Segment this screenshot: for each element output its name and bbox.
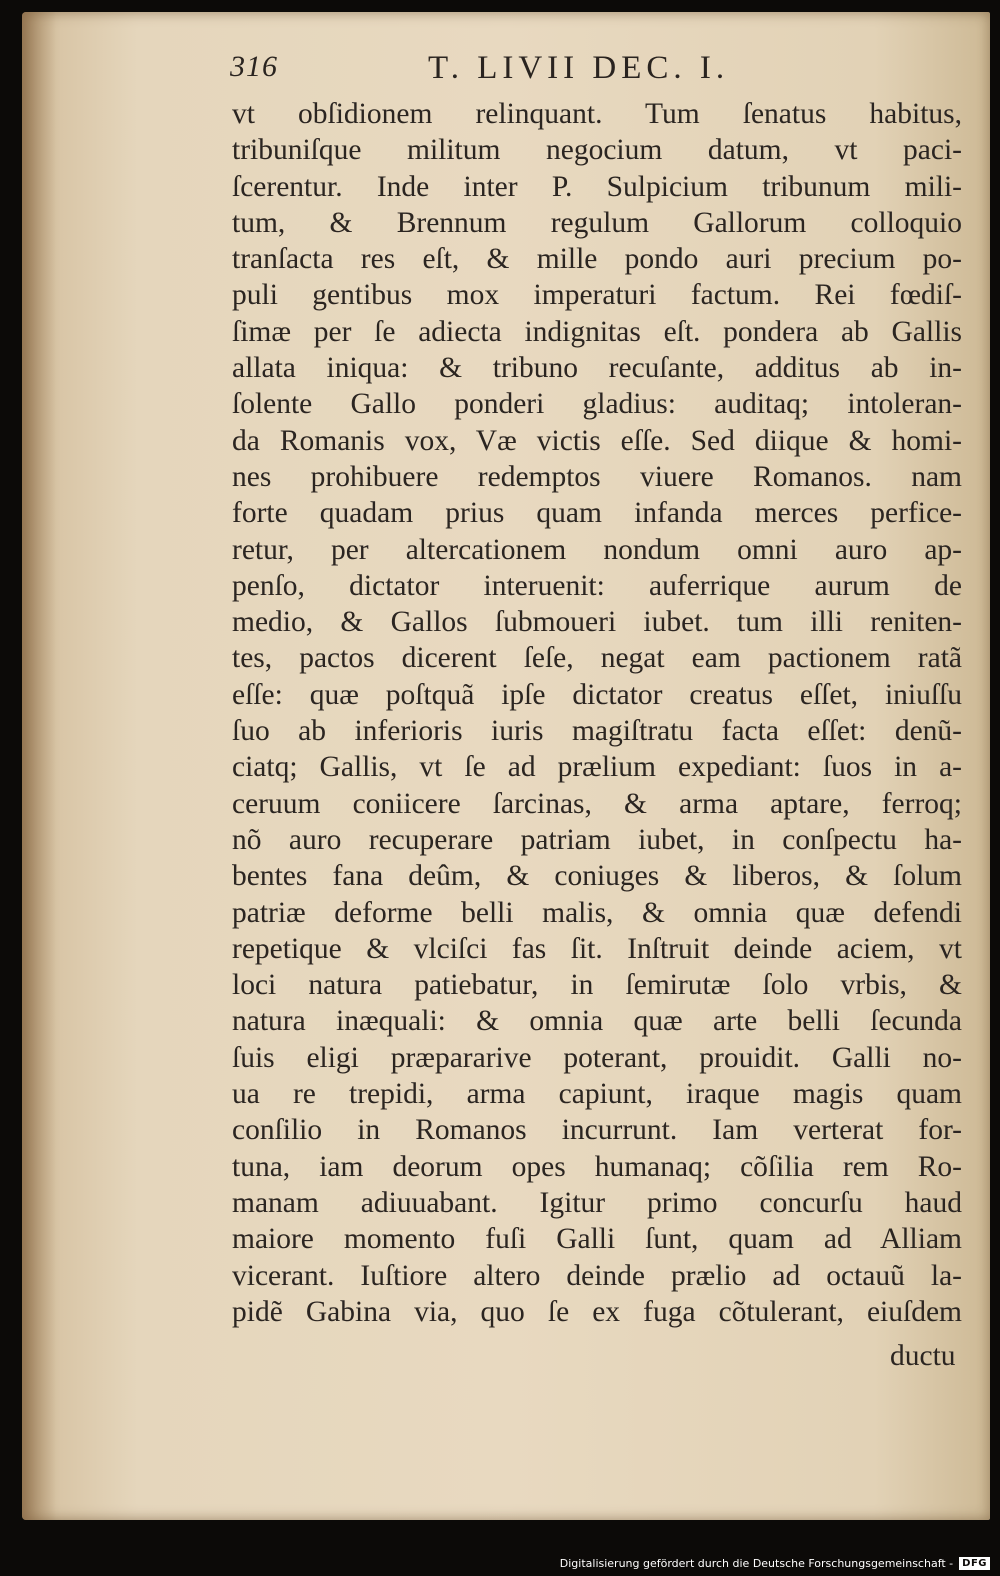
- text-line: tum, & Brennum regulum Gallorum colloquio: [232, 206, 962, 239]
- text-line: vicerant. Iuſtiore altero deinde prælio ad octauũ la-: [232, 1259, 962, 1292]
- text-line: loci natura patiebatur, in ſemirutæ ſolo vrbis, &: [232, 969, 962, 1002]
- text-line: conſilio in Romanos incurrunt. Iam verterat for-: [232, 1114, 962, 1147]
- running-title: T. LIVII DEC. I.: [428, 50, 730, 86]
- digitization-credit: [560, 1557, 990, 1570]
- text-line: natura inæquali: & omnia quæ arte belli ſecunda: [232, 1005, 962, 1038]
- text-line: medio, & Gallos ſubmoueri iubet. tum illi reniten-: [232, 606, 962, 639]
- text-line: ſuo ab inferioris iuris magiſtratu facta eſſet: denũ-: [232, 715, 962, 748]
- page-number: 316: [230, 50, 278, 83]
- text-line: manam adiuuabant. Igitur primo concurſu haud: [232, 1186, 962, 1219]
- text-line: retur, per altercationem nondum omni auro ap-: [232, 533, 962, 566]
- text-line: forte quadam prius quam infanda merces perfice-: [232, 497, 962, 530]
- text-line: ceruum coniicere ſarcinas, & arma aptare, ferroq;: [232, 787, 962, 820]
- text-line: tuna, iam deorum opes humanaq; cõſilia rem Ro-: [232, 1150, 962, 1183]
- text-line: penſo, dictator interuenit: auferrique aurum de: [232, 569, 962, 602]
- text-line: ſcerentur. Inde inter P. Sulpicium tribunum mili-: [232, 170, 962, 203]
- text-line: maiore momento fuſi Galli ſunt, quam ad Alliam: [232, 1223, 962, 1256]
- text-line: allata iniqua: & tribuno recuſante, additus ab in-: [232, 352, 962, 385]
- text-line: nes prohibuere redemptos viuere Romanos. nam: [232, 460, 962, 493]
- text-line: tranſacta res eſt, & mille pondo auri precium po-: [232, 243, 962, 276]
- text-line: bentes fana deûm, & coniuges & liberos, & ſolum: [232, 860, 962, 893]
- text-line: puli gentibus mox imperaturi factum. Rei fœdiſ-: [232, 279, 962, 312]
- text-line: da Romanis vox, Væ victis eſſe. Sed diique & homi-: [232, 424, 962, 457]
- text-line: ſolente Gallo ponderi gladius: auditaq; intoleran-: [232, 388, 962, 421]
- credit-text: Digitalisierung gefördert durch die Deutsche Forschungsgemeinschaft -: [559, 1557, 954, 1570]
- dfg-logo: DFG: [959, 1557, 990, 1570]
- text-line: ſimæ per ſe adiecta indignitas eſt. pondera ab Gallis: [232, 315, 962, 348]
- text-line: ua re trepidi, arma capiunt, iraque magis quam: [232, 1078, 962, 1111]
- text-line: ciatq; Gallis, vt ſe ad prælium expediant: ſuos in a-: [232, 751, 962, 784]
- body-text: [232, 96, 962, 1330]
- text-line: tribuniſque militum negocium datum, vt paci-: [232, 134, 962, 167]
- text-line: ſuis eligi præpararive poterant, prouidit. Galli no-: [232, 1041, 962, 1074]
- text-line: repetique & vlciſci fas ſit. Inſtruit deinde aciem, vt: [232, 932, 962, 965]
- text-line: patriæ deforme belli malis, & omnia quæ defendi: [232, 896, 962, 929]
- running-head: [230, 50, 820, 90]
- text-line: eſſe: quæ poſtquã ipſe dictator creatus eſſet, iniuſſu: [232, 678, 962, 711]
- text-line: tes, pactos dicerent ſeſe, negat eam pactionem ratã: [232, 642, 962, 675]
- catchword: ductu: [890, 1340, 956, 1372]
- text-line: nõ auro recuperare patriam iubet, in conſpectu ha-: [232, 823, 962, 856]
- text-line: pidẽ Gabina via, quo ſe ex fuga cõtulerant, eiuſdem: [232, 1295, 962, 1328]
- text-line: vt obſidionem relinquant. Tum ſenatus habitus,: [232, 98, 962, 130]
